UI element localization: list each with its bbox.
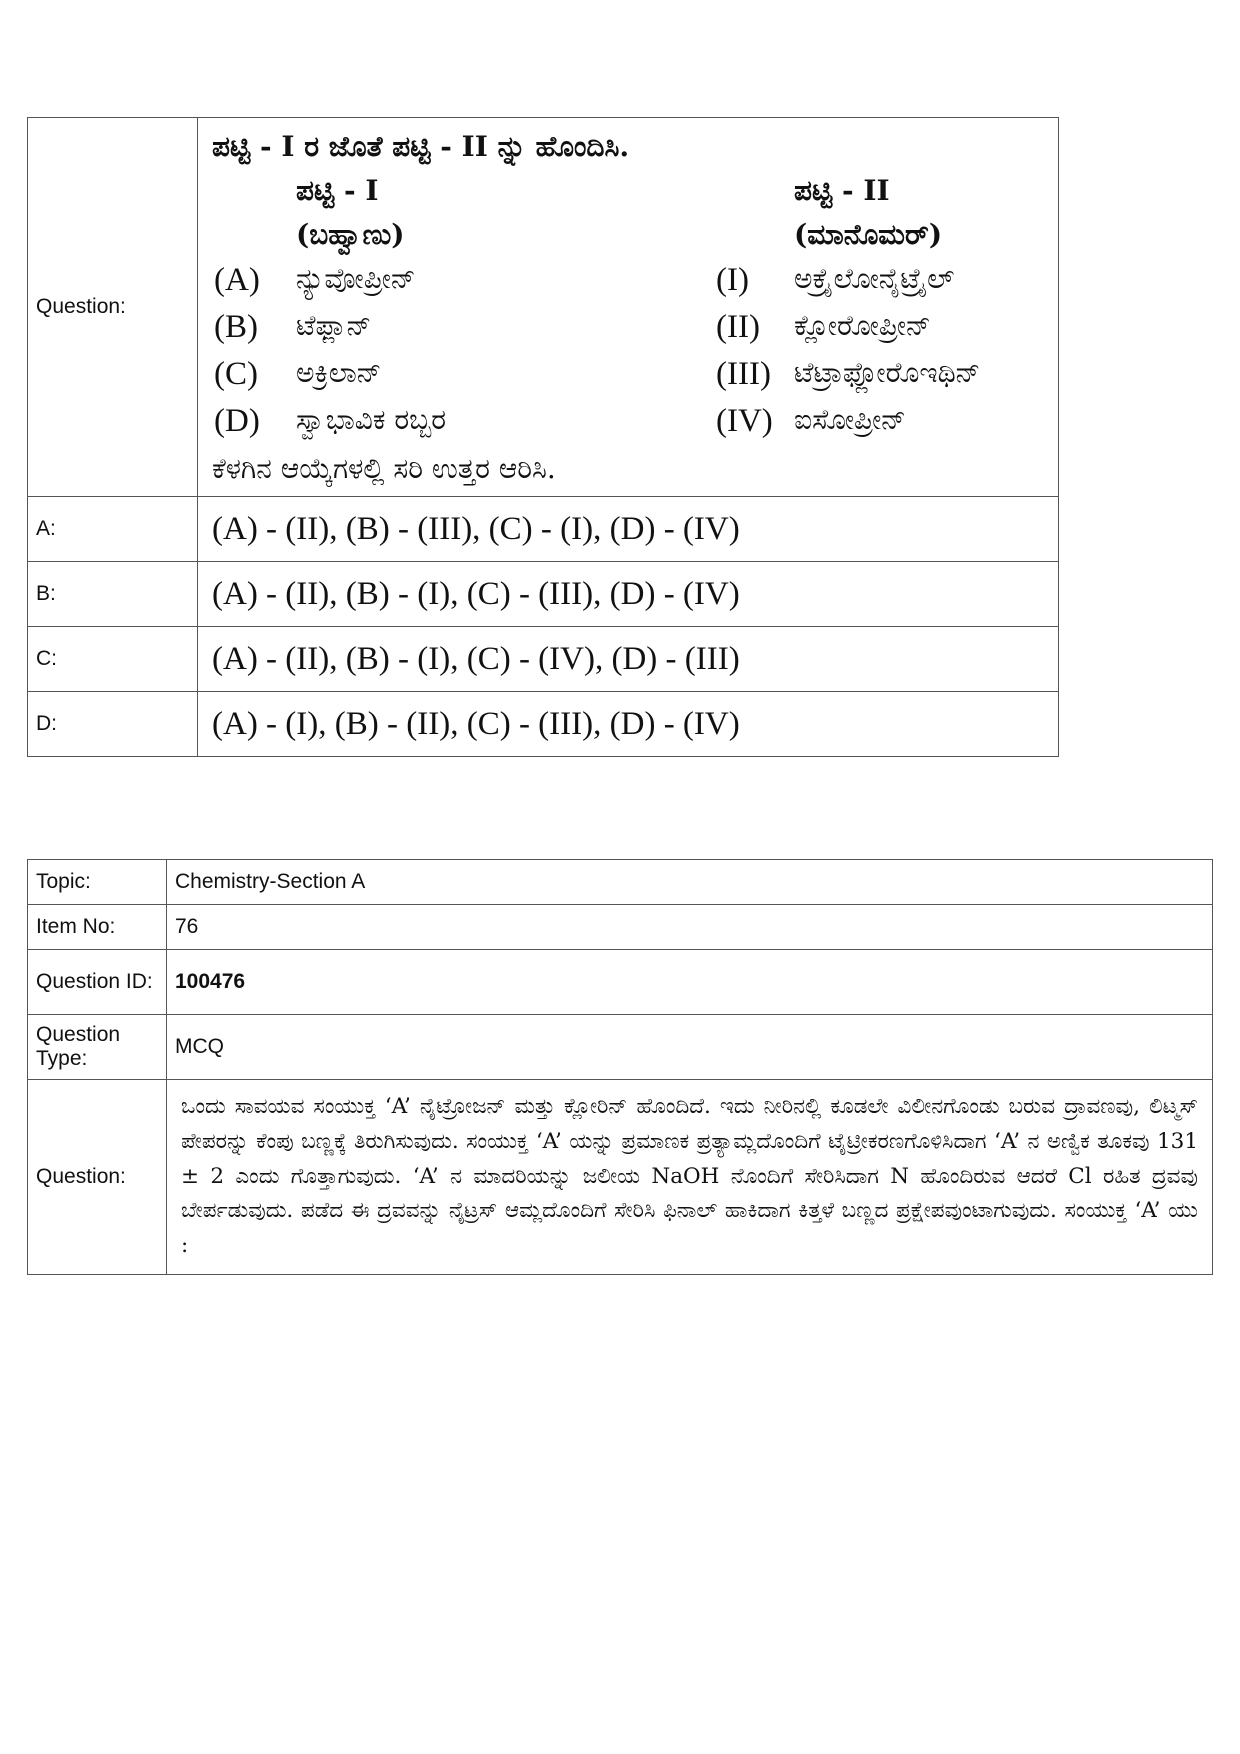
list2-item: ಅಕ್ರೈಲೋನೈಟ್ರೈಲ್ <box>794 262 955 295</box>
match-lists <box>214 174 1044 440</box>
list1-item: ಅಕ್ರಿಲಾನ್ <box>296 356 382 389</box>
question-body <box>198 118 1059 497</box>
list1-item: ಸ್ವಾಭಾವಿಕ ರಬ್ಬರ <box>296 403 447 436</box>
list2-key: (I) <box>716 262 749 298</box>
list1-key: (C) <box>214 356 258 392</box>
topic-label: Topic: <box>28 860 167 905</box>
list1-title: ಪಟ್ಟಿ - I <box>296 174 379 207</box>
question-type-row <box>28 1015 1213 1080</box>
topic-row <box>28 860 1213 905</box>
list2-key: (III) <box>716 356 771 392</box>
question-label: Question: <box>28 1080 167 1275</box>
choose-instruction: ಕೆಳಗಿನ ಆಯ್ಕೆಗಳಲ್ಲಿ ಸರಿ ಉತ್ತರ ಆರಿಸಿ. <box>212 452 556 485</box>
question-type-value: MCQ <box>167 1015 1213 1080</box>
item-row <box>28 905 1213 950</box>
option-row-b[interactable] <box>28 562 1059 627</box>
list1-subtitle: (ಬಹ್ವಾಣು) <box>296 218 405 251</box>
match-instruction: ಪಟ್ಟಿ - I ರ ಜೊತೆ ಪಟ್ಟಿ - II ನ್ನು ಹೊಂದಿಸಿ. <box>212 130 630 163</box>
option-label: A: <box>28 497 198 562</box>
topic-value: Chemistry-Section A <box>167 860 1213 905</box>
option-row-d[interactable] <box>28 692 1059 757</box>
list2-title: ಪಟ್ಟಿ - II <box>794 174 890 207</box>
list1-key: (B) <box>214 309 258 345</box>
option-text[interactable]: (A) - (II), (B) - (I), (C) - (IV), (D) - (III) <box>198 627 1059 692</box>
option-label: C: <box>28 627 198 692</box>
question-row <box>28 118 1059 497</box>
list1-key: (D) <box>214 403 260 439</box>
option-text[interactable]: (A) - (II), (B) - (I), (C) - (III), (D) - (IV) <box>198 562 1059 627</box>
option-text[interactable]: (A) - (I), (B) - (II), (C) - (III), (D) - (IV) <box>198 692 1059 757</box>
item-label: Item No: <box>28 905 167 950</box>
list2-item: ಕ್ಲೋರೋಪ್ರೀನ್ <box>794 309 931 342</box>
option-label: D: <box>28 692 198 757</box>
option-text[interactable]: (A) - (II), (B) - (III), (C) - (I), (D) - (IV) <box>198 497 1059 562</box>
question-text-row <box>28 1080 1213 1275</box>
question-2-table <box>27 859 1213 1275</box>
list2-item: ಟೆಟ್ರಾಫ್ಲೋರೊಇಥಿನ್ <box>794 356 981 389</box>
question-id-label: Question ID: <box>28 950 167 1015</box>
list2-key: (II) <box>716 309 760 345</box>
question-label: Question: <box>28 118 198 497</box>
question-id-row <box>28 950 1213 1015</box>
list1-key: (A) <box>214 262 260 298</box>
item-value: 76 <box>167 905 1213 950</box>
question-1-table <box>27 117 1059 757</box>
list2-key: (IV) <box>716 403 773 439</box>
question-type-label: Question Type: <box>28 1015 167 1080</box>
list2-subtitle: (ಮಾನೊಮರ್) <box>794 218 943 251</box>
list1-item: ನ್ಯುವೋಪ್ರೀನ್ <box>296 262 416 295</box>
question-text: ಒಂದು ಸಾವಯವ ಸಂಯುಕ್ತ ‘A’ ನೈಟ್ರೋಜನ್ ಮತ್ತು ಕ್ಲೋರಿನ್ ಹೊಂದಿದೆ. ಇದು ನೀರಿನಲ್ಲಿ ಕೂಡಲೇ ವಿಲೀನಗೊಂಡು ಬರುವ ದ್ರಾವಣವು, ಲಿಟ್ಮಸ್ ಪೇಪರನ್ನು ಕೆಂಪು ಬಣ್ಣಕ್ಕೆ ತಿರುಗಿಸುವುದು. ಸಂಯುಕ್ತ ‘A’ ಯನ್ನು ಪ್ರಮಾಣಕ ಪ್ರತ್ಯಾಮ್ಲದೊಂದಿಗೆ ಟೈಟ್ರೀಕರಣಗೊಳಿಸಿದಾಗ ‘A’ ನ ಅಣ್ವಿಕ ತೂಕವು 131 ± 2 ಎಂದು ಗೊತ್ತಾಗುವುದು. ‘A’ ನ ಮಾದರಿಯನ್ನು ಜಲೀಯ NaOH ನೊಂದಿಗೆ ಸೇರಿಸಿದಾಗ N ಹೊಂದಿರುವ ಆದರೆ Cl ರಹಿತ ದ್ರವವು ಬೇರ್ಪಡುವುದು. ಪಡೆದ ಈ ದ್ರವವನ್ನು ನೈಟ್ರಸ್ ಆಮ್ಲದೊಂದಿಗೆ ಸೇರಿಸಿ ಫಿನಾಲ್ ಹಾಕಿದಾಗ ಕಿತ್ತಳೆ ಬಣ್ಣದ ಪ್ರಕ್ಷೇಪವುಂಟಾಗುವುದು. ಸಂಯುಕ್ತ ‘A’ ಯು : <box>167 1080 1213 1275</box>
question-id-value: 100476 <box>167 950 1213 1015</box>
option-label: B: <box>28 562 198 627</box>
option-row-c[interactable] <box>28 627 1059 692</box>
option-row-a[interactable] <box>28 497 1059 562</box>
list1-item: ಟೆಫ್ಲಾನ್ <box>296 309 372 342</box>
list2-item: ಐಸೋಪ್ರೀನ್ <box>794 403 906 436</box>
